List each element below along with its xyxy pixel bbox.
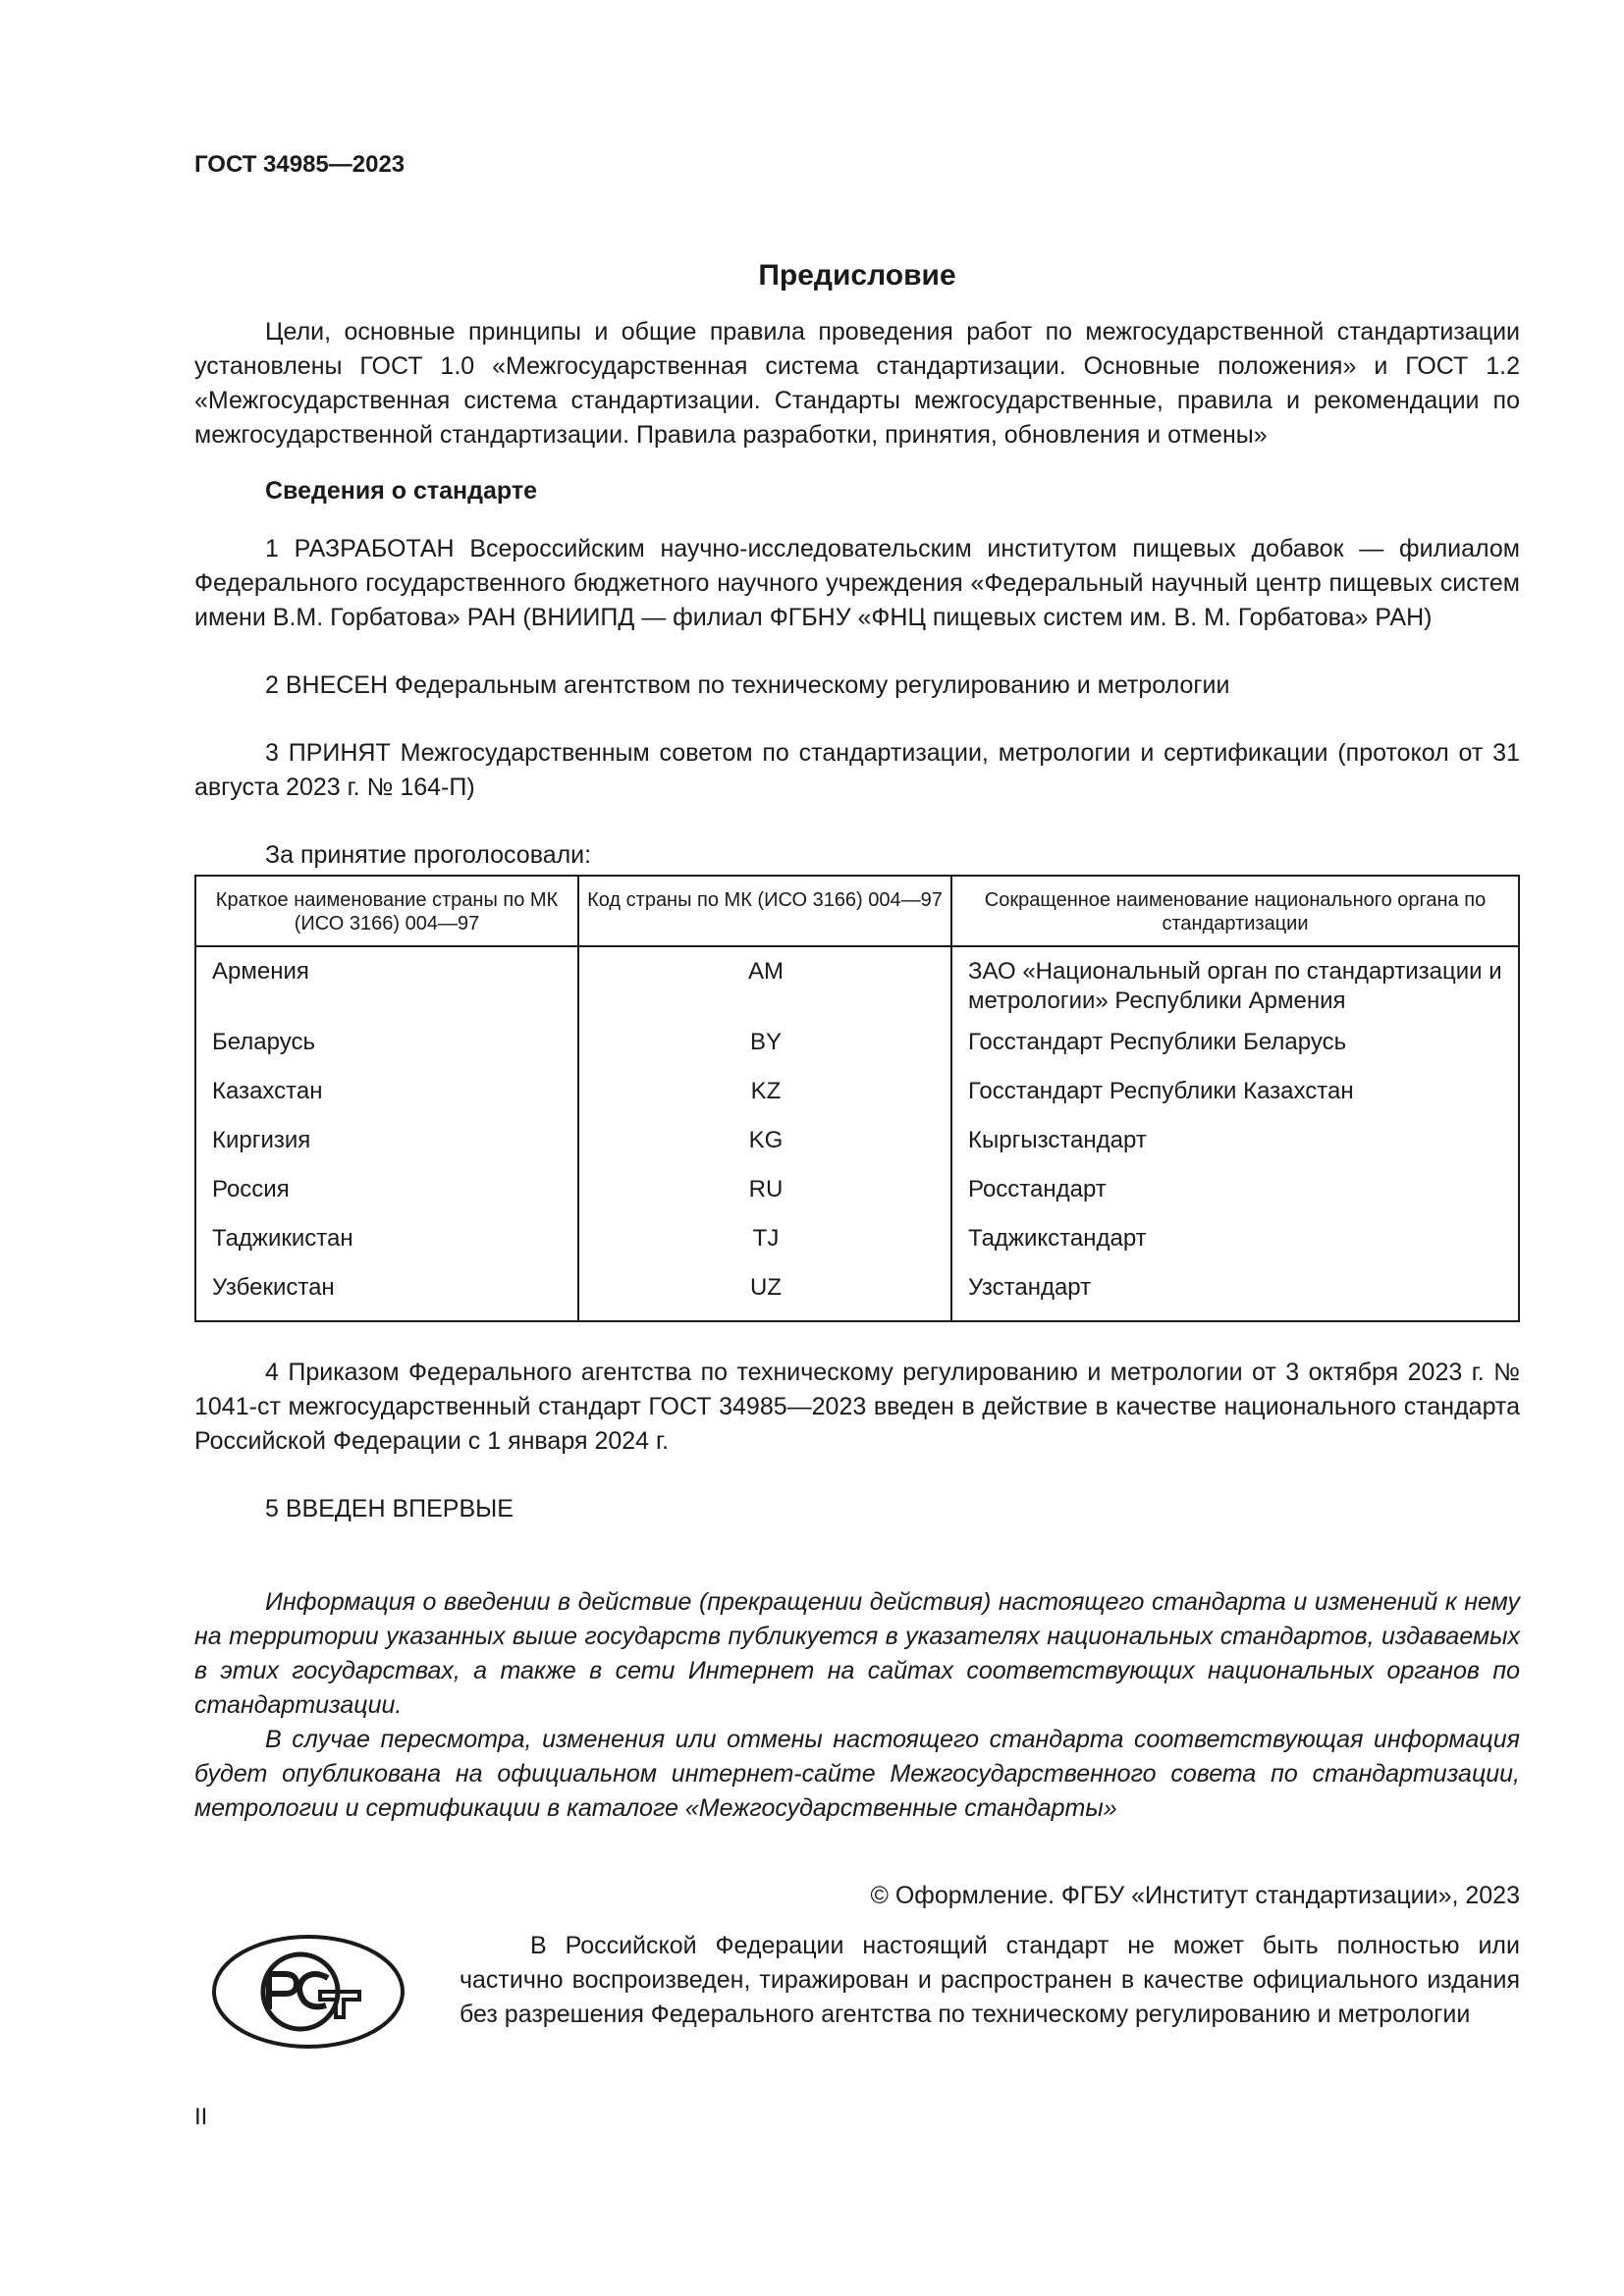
body-cell: Госстандарт Республики Беларусь [951, 1022, 1519, 1071]
document-page [194, 147, 1520, 2134]
code-cell: KZ [578, 1071, 951, 1120]
country-cell: Узбекистан [195, 1267, 578, 1321]
header-body: Сокращенное наименование национального органа по стандартизации [951, 876, 1519, 946]
votes-table [194, 875, 1520, 1322]
body-cell: ЗАО «Национальный орган по стандартизации и метрологии» Республики Армения [951, 946, 1519, 1022]
code-cell: UZ [578, 1267, 951, 1321]
country-cell: Беларусь [195, 1022, 578, 1071]
header-country: Краткое наименование страны по МК (ИСО 3166) 004—97 [195, 876, 578, 946]
country-cell: Киргизия [195, 1120, 578, 1169]
country-cell: Таджикистан [195, 1218, 578, 1267]
country-cell: Армения [195, 946, 578, 1022]
code-cell: RU [578, 1169, 951, 1218]
table-row [195, 1169, 1519, 1218]
header-code: Код страны по МК (ИСО 3166) 004—97 [578, 876, 951, 946]
info-notice-paragraph: Информация о введении в действие (прекращении действия) настоящего стандарта и изменений к нему на территории указанных выше государств публикуется в указателях национальных стандартов, издаваемых в этих государствах, а также в сети Интернет на сайтах соответствующих национальных органов по стандартизации. [194, 1588, 1520, 1719]
table-row [195, 1267, 1519, 1321]
pct-mark-logo-icon [210, 1933, 406, 2051]
code-cell: KG [578, 1120, 951, 1169]
body-cell: Госстандарт Республики Казахстан [951, 1071, 1519, 1120]
item-adopted: 3 ПРИНЯТ Межгосударственным советом по стандартизации, метрологии и сертификации (протокол от 31 августа 2023 г. № 164-П) [194, 739, 1520, 801]
document-code: ГОСТ 34985—2023 [194, 151, 406, 178]
code-cell: BY [578, 1022, 951, 1071]
table-row [195, 946, 1519, 1022]
body-cell: Таджикстандарт [951, 1218, 1519, 1267]
code-cell: TJ [578, 1218, 951, 1267]
reproduction-notice-block [194, 1929, 1520, 2066]
table-row [195, 1218, 1519, 1267]
body-cell: Росстандарт [951, 1169, 1519, 1218]
page-title: Предисловие [758, 259, 956, 292]
body-cell: Кыргызстандарт [951, 1120, 1519, 1169]
country-cell: Казахстан [195, 1071, 578, 1120]
item-introduced: 2 ВНЕСЕН Федеральным агентством по техническому регулированию и метрологии [265, 671, 1230, 699]
body-cell: Узстандарт [951, 1267, 1519, 1321]
country-cell: Россия [195, 1169, 578, 1218]
code-cell: AM [578, 946, 951, 1022]
copyright: © Оформление. ФГБУ «Институт стандартизации», 2023 [870, 1882, 1520, 1909]
table-header-row [195, 876, 1519, 946]
table-row [195, 1022, 1519, 1071]
table-row [195, 1120, 1519, 1169]
item-developed: 1 РАЗРАБОТАН Всероссийским научно-исследовательским институтом пищевых добавок — филиалом Федерального государственного бюджетного научного учреждения «Федеральный научный центр пищевых систем имени В.М. Горбатова» РАН (ВНИИПД — филиал ФГБНУ «ФНЦ пищевых систем им. В. М. Горбатова» РАН) [194, 535, 1520, 631]
info-notice [194, 1585, 1520, 1826]
item-first-introduced: 5 ВВЕДЕН ВПЕРВЫЕ [265, 1495, 514, 1522]
item-enacted: 4 Приказом Федерального агентства по техническому регулированию и метрологии от 3 октября 2023 г. № 1041-ст межгосударственный стандарт ГОСТ 34985—2023 введен в действие в качестве национального стандарта Российской Федерации с 1 января 2024 г. [194, 1359, 1520, 1455]
vote-label: За принятие проголосовали: [265, 841, 592, 869]
foreword-intro: Цели, основные принципы и общие правила проведения работ по межгосударственной стандартизации установлены ГОСТ 1.0 «Межгосударственная система стандартизации. Основные положения» и ГОСТ 1.2 «Межгосударственная система стандартизации. Стандарты межгосударственные, правила и рекомендации по межгосударственной стандартизации. Правила разработки, принятия, обновления и отмены» [194, 318, 1520, 449]
info-notice-paragraph: В случае пересмотра, изменения или отмены настоящего стандарта соответствующая информация будет опубликована на официальном интернет-сайте Межгосударственного совета по стандартизации, метрологии и сертификации в каталоге «Межгосударственные стандарты» [194, 1726, 1520, 1822]
table-row [195, 1071, 1519, 1120]
page-number: II [194, 2104, 208, 2130]
section-heading: Сведения о стандарте [265, 477, 538, 505]
reproduction-notice: В Российской Федерации настоящий стандарт не может быть полностью или частично воспроизведен, тиражирован и распространен в качестве официального издания без разрешения Федерального агентства по техническому регулированию и метрологии [460, 1932, 1520, 2028]
